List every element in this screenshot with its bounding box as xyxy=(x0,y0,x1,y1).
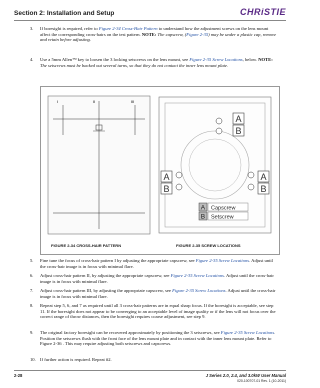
step-number: 9. xyxy=(30,330,34,335)
cross-hair-label-iii: III xyxy=(131,99,135,104)
cross-hair-label-i: I xyxy=(57,99,59,104)
legend-a-letter: A xyxy=(200,204,206,212)
step-number: 7. xyxy=(30,288,34,293)
label-b-left: B xyxy=(163,184,170,194)
step-10: 10. If further action is required. Repeat #2. xyxy=(30,357,112,362)
step-3: 3. If boresight is required, refer to Figure 2-34 Cross-Hair Pattern to understand how the adjustment screws on the lens mount affect the corresponding cross-hairs on the test pattern. NOTE: The capscrew, (Figure 2-35) may be under a plastic cap, remove and retain before adjusting. xyxy=(30,26,277,43)
cross-hair-pattern-figure xyxy=(47,95,151,235)
cross-hair-label-ii: II xyxy=(93,99,96,104)
step-5: 5. Fine tune the focus of cross-hair pattern I by adjusting the appropriate capscrew, see Figure 2-35 Screw Locations. Adjust until the cross-hair image is in focus with minimal flare. xyxy=(30,258,273,269)
step-7: 7. Adjust cross-hair pattern III, by adjusting the appropriate capscrew, see Figure 2-35 Screw Locations. Adjust until the cross-hair image is in focus with minimal flare. xyxy=(30,288,276,299)
figure-link[interactable]: Figure 2-35 Screw Locations xyxy=(189,57,243,62)
figure-link[interactable]: Figure 2-34 Cross-Hair Pattern xyxy=(98,26,158,31)
label-a-right: A xyxy=(260,172,267,182)
section-title: Section 2: Installation and Setup xyxy=(14,10,115,17)
step-number: 10. xyxy=(30,357,36,362)
step-4: 4. Use a 5mm Allen™ key to loosen the 3 locking setscrews on the lens mount, see Figure 2-35 Screw Locations, below. NOTE: The setscrews must be backed out several turns, so that they do not contact the inner lens mount plate. xyxy=(30,57,273,68)
footer-rule xyxy=(14,370,286,371)
label-b-right: B xyxy=(260,184,267,194)
header-rule xyxy=(14,20,286,21)
figure-2-34-caption: FIGURE 2-34 CROSS-HAIR PATTERN xyxy=(51,243,122,248)
legend-setscrew: Setscrew xyxy=(211,214,234,221)
figure-link[interactable]: Figure 2-35 Screw Locations xyxy=(220,330,275,335)
step-number: 8. xyxy=(30,303,34,308)
legend-b-letter: B xyxy=(200,213,206,221)
step-number: 5. xyxy=(30,258,34,263)
figure-2-35-caption: FIGURE 2-35 SCREW LOCATIONS xyxy=(176,243,241,248)
screw-locations-figure xyxy=(157,95,273,235)
figure-link[interactable]: Figure 2-35 Screw Locations xyxy=(172,288,226,293)
christie-logo: CHRiSTIE xyxy=(239,7,286,17)
figure-link[interactable]: Figure 2-35 Screw Locations xyxy=(170,273,224,278)
figure-link[interactable]: Figure 2-35 Screw Locations xyxy=(195,258,250,263)
step-number: 4. xyxy=(30,57,34,62)
legend-capscrew: Capscrew xyxy=(211,205,236,212)
step-number: 6. xyxy=(30,273,34,278)
doc-id: 020-100707-01 Rev. 1 (10-2011) xyxy=(237,378,286,383)
manual-title: J Series 2.0, 2.4, and 3.0kW User Manual xyxy=(205,373,286,378)
label-a-left: A xyxy=(163,172,170,182)
page-number: 2-28 xyxy=(14,373,23,378)
label-a-top: A xyxy=(235,114,242,124)
figure-box xyxy=(40,86,280,255)
step-8: 8. Repeat step 5, 6, and 7 as required until all 3 cross-hair patterns are in equal sharp focus. If the boresight is acceptable, see step 11. If the boresight does not appear to be converging to an acceptable level of image quality or if the lens will not focus over the correct range of throw distances, then the boresight requires coarse adjustment, see step 9. xyxy=(30,303,276,320)
step-number: 3. xyxy=(30,26,34,31)
step-9: 9. The original factory boresight can be recovered approximately by positioning the 3 setscrews, see Figure 2-35 Screw Locations. Position the setscrews flush with the front face of the lens mount plate and in contact with the inner lens mount plate. Refer to Figure 2-36 . This may require adjusting both setscrews and capscrews. xyxy=(30,330,276,347)
label-b-top: B xyxy=(235,126,242,136)
figure-link[interactable]: Figure 2-35 xyxy=(186,31,209,37)
step-6: 6. Adjust cross-hair pattern II, by adjusting the appropriate capscrew, see Figure 2-35 Screw Locations. Adjust until the cross-hair image is in focus with minimal flare. xyxy=(30,273,274,284)
